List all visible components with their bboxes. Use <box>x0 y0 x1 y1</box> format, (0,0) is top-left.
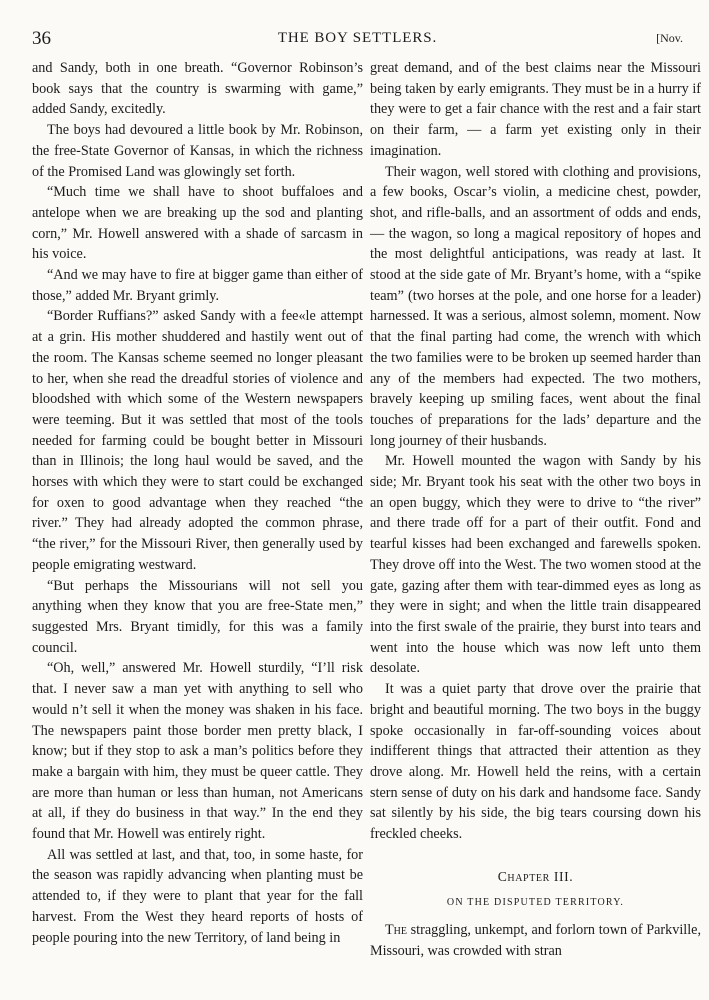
paragraph: All was settled at last, and that, too, in some haste, for the season was rapidly advancing when planting must be attended to, if they were to plant that year for the fall harvest. From the West they heard reports of hosts of people pouring into the new Territory, of land being in <box>32 846 363 946</box>
paragraph: Mr. Howell mounted the wagon with Sandy by his side; Mr. Bryant took his seat with the other two boys in an open buggy, which they were to drive to “the river” and there trade off for a part of their outfit. Fond and tearful kisses had been exchanged and farewells spoken. They drove off into the West. The two women stood at the gate, gazing after them with tear-dimmed eyes as long as they were in sight; and when the little train disappeared into the first swale of the prairie, they burst into tears and went into the house which was now left unto them desolate. <box>370 453 701 677</box>
paragraph-text: straggling, unkempt, and forlorn town of Parkville, Missouri, was crowded with stran <box>370 922 701 959</box>
chapter-subtitle: ON THE DISPUTED TERRITORY. <box>446 897 625 909</box>
chapter-title <box>370 867 701 888</box>
left-column <box>32 58 363 948</box>
paragraph: The boys had devoured a little book by Mr. Robinson, the free-State Governor of Kansas, in which the richness of the Promised Land was glowingly set forth. <box>32 122 363 180</box>
paragraph: great demand, and of the best claims near the Missouri being taken by early emigrants. They must be in a hurry if they were to get a fair chance with the rest and a fair start on their farm, — a farm yet existing only in their imagination. <box>370 60 701 159</box>
paragraph: “Border Ruffians?” asked Sandy with a fee«le attempt at a grin. His mother shuddered and hastily went out of the room. The Kansas scheme seemed no longer pleasant to her, when she read the dreadful stories of violence and bloodshed with which some of the Western newspapers were teeming. But it was settled that most of the tools needed for farming could be bought better in Missouri than in Illinois; the long haul would be saved, and the horses with which they were to start could be exchanged for oxen to good advantage when they reached “the river.” They had already adopted the common phrase, “the river,” for the Missouri River, then generally used by people emigrating westward. <box>32 308 363 573</box>
paragraph: It was a quiet party that drove over the prairie that bright and beautiful morning. The two boys in the buggy spoke occasionally in far-off-sounding voices about indifferent things that attracted their attention as they drove along. Mr. Howell held the reins, with a certain stern sense of duty on his dark and handsome face. Sandy sat silently by his side, the big tears coursing down his freckled cheeks. <box>370 681 701 843</box>
running-title: THE BOY SETTLERS. <box>277 30 438 46</box>
first-word: The <box>385 922 407 939</box>
paragraph: “Much time we shall have to shoot buffaloes and antelope when we are breaking up the sod and planting corn,” Mr. Howell answered with a shade of sarcasm in his voice. <box>32 184 363 263</box>
paragraph: “But perhaps the Missourians will not sell you anything when they know that you are free-State men,” suggested Mrs. Bryant timidly, for this was a family council. <box>32 577 363 656</box>
paragraph: and Sandy, both in one breath. “Governor Robinson’s book says that the country is swarming with game,” added Sandy, excitedly. <box>32 60 363 118</box>
page-number: 36 <box>32 28 51 49</box>
paragraph: “Oh, well,” answered Mr. Howell sturdily, “I’ll risk that. I never saw a man yet with anything to sell who would n’t sell it when the money was shaken in his face. The newspapers paint those border men pretty black, I know; but if they stop to ask a man’s politics before they make a bargain with him, they must be queer cattle. They are more than human or less than human, not Americans at all, if they do business in that way.” In the end they found that Mr. Howell was entirely right. <box>32 660 363 843</box>
chapter-title-text: Chapter III. <box>497 868 574 884</box>
paragraph: “And we may have to fire at bigger game than either of those,” added Mr. Bryant grimly. <box>32 267 363 304</box>
right-column <box>370 58 701 962</box>
paragraph <box>370 920 701 961</box>
issue-month: [Nov. <box>656 31 683 45</box>
running-header <box>32 28 683 50</box>
paragraph: Their wagon, well stored with clothing and provisions, a few books, Oscar’s violin, a medicine chest, powder, shot, and rifle-balls, and an assortment of odds and ends, — the wagon, so long a magical repository of hopes and the most delightful anticipations, was ready at last. It stood at the side gate of Mr. Bryant’s home, with a “spike team” (two horses at the pole, and one horse for a leader) harnessed. It was a serious, almost solemn, moment. Now that the final parting had come, the wrench with which the two families were to be broken up seemed harder than any of the members had expected. The two mothers, bravely keeping up smiling faces, went about the final touches of preparations for the lads’ departure and the long journey of their husbands. <box>370 163 701 449</box>
